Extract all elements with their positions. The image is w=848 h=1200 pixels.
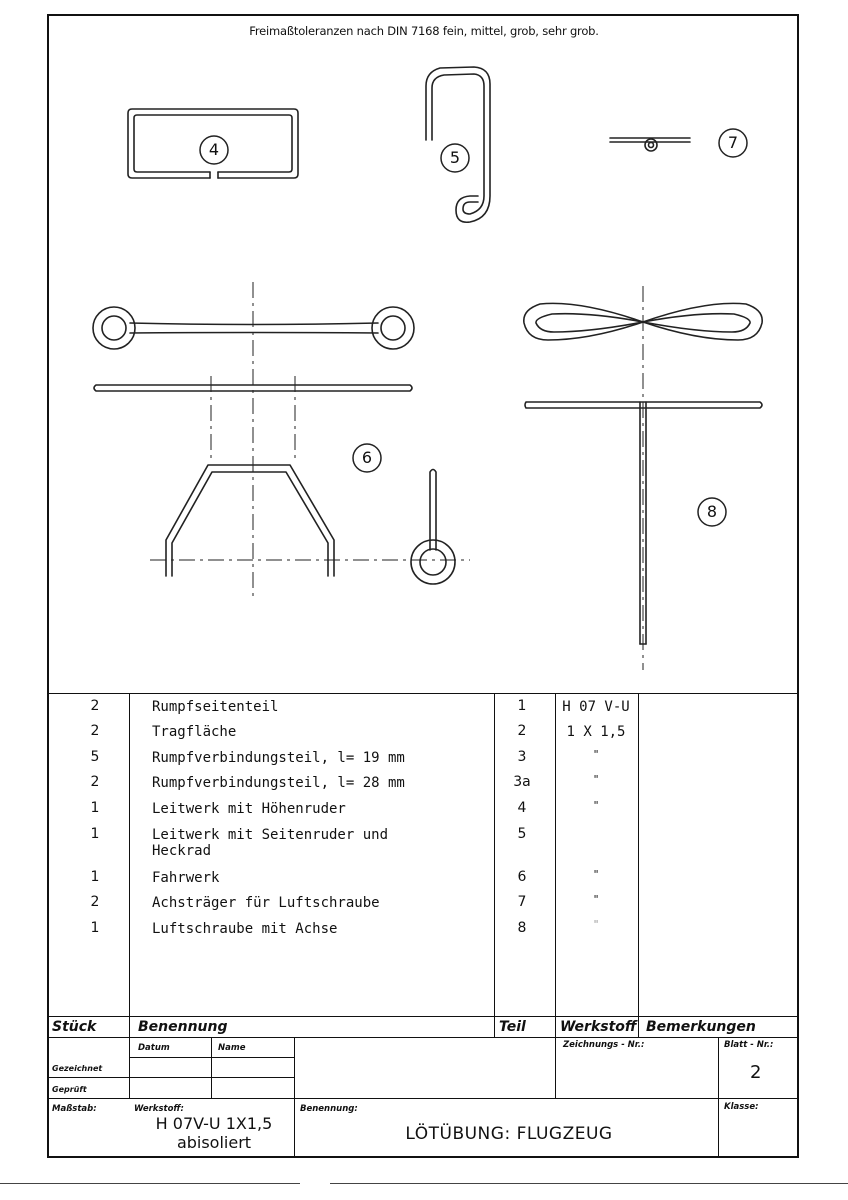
qty-cell: 1 [90,826,100,842]
header-row-bottom [47,1037,799,1038]
teil-cell: 3 [517,749,527,765]
datum-label: Datum [138,1043,170,1053]
werkstoff-cell: " [592,893,600,906]
header-row-top [47,1016,799,1017]
massstab-label: Maßstab: [52,1104,97,1114]
geprueft-label: Geprüft [52,1085,87,1094]
werkstoff-cell: 1 X 1,5 [566,724,626,740]
werkstoff-cell: " [592,773,600,786]
teil-cell: 1 [517,698,527,714]
label-4: 4 [208,140,220,159]
werkstoff-cell: H 07 V-U [562,699,630,715]
gezeichnet-label: Gezeichnet [52,1064,103,1073]
name-cell: Fahrwerk [152,870,220,886]
part-7-drawing [610,138,690,151]
zeichnungs-nr-label: Zeichnungs - Nr.: [563,1040,645,1050]
tb-divider [129,1037,130,1098]
label-5: 5 [449,148,461,167]
werkstoff-note: abisoliert [176,1133,252,1152]
qty-cell: 1 [90,869,100,885]
scan-edge-line [330,1183,848,1184]
col-divider [129,693,130,1038]
teil-cell: 6 [517,869,527,885]
qty-cell: 2 [90,698,100,714]
teil-cell: 2 [517,723,527,739]
name-cell: Leitwerk mit Seitenruder und Heckrad [152,827,389,859]
tb-divider [555,1037,556,1098]
qty-cell: 1 [90,800,100,816]
part-6-drawing [93,307,455,584]
tolerance-header: Freimaßtoleranzen nach DIN 7168 fein, mittel, grob, sehr grob. [249,24,599,38]
name-cell: Rumpfseitenteil [152,699,279,715]
name-cell: Leitwerk mit Höhenruder [152,801,346,817]
label-6: 6 [361,448,373,467]
col-stueck: Stück [52,1019,97,1035]
tb-line [47,1077,294,1078]
qty-cell: 1 [90,920,100,936]
col-divider [638,693,639,1038]
teil-cell: 3a [513,774,531,790]
teil-cell: 4 [517,800,527,816]
teil-cell: 7 [517,894,527,910]
col-benennung: Benennung [138,1019,228,1035]
qty-cell: 2 [90,894,100,910]
qty-cell: 2 [90,774,100,790]
col-divider [494,693,495,1038]
name-label: Name [218,1043,246,1053]
qty-cell: 2 [90,723,100,739]
partslist-top-border [47,693,799,694]
col-bemerkungen: Bemerkungen [646,1019,756,1035]
label-8: 8 [706,502,718,521]
benennung-label: Benennung: [300,1104,358,1114]
col-werkstoff: Werkstoff [560,1019,637,1035]
klasse-label: Klasse: [724,1102,759,1112]
tb-line [129,1057,294,1058]
col-divider [129,1016,130,1037]
werkstoff-cell: " [592,799,600,812]
col-divider [555,693,556,1038]
col-teil: Teil [499,1019,526,1035]
tb-divider [211,1037,212,1098]
blatt-nr-label: Blatt - Nr.: [724,1040,774,1050]
name-cell: Rumpfverbindungsteil, l= 19 mm [152,750,405,766]
teil-cell: 8 [517,920,527,936]
werkstoff-cell: " [592,748,600,761]
name-cell: Rumpfverbindungsteil, l= 28 mm [152,775,405,791]
werkstoff-label: Werkstoff: [134,1104,184,1114]
werkstoff-value: H 07V-U 1X1,5 [155,1114,273,1133]
qty-cell: 5 [90,749,100,765]
tb-line [47,1098,799,1099]
werkstoff-cell: " [592,868,600,881]
werkstoff-cell: " [592,918,600,931]
label-7: 7 [727,133,739,152]
name-cell: Tragfläche [152,724,237,740]
drawing-title: LÖTÜBUNG: FLUGZEUG [405,1124,613,1144]
name-cell: Achsträger für Luftschraube [152,895,380,911]
blatt-nr-value: 2 [750,1062,762,1083]
scan-edge-line [0,1183,300,1184]
teil-cell: 5 [517,826,527,842]
name-cell: Luftschraube mit Achse [152,921,338,937]
